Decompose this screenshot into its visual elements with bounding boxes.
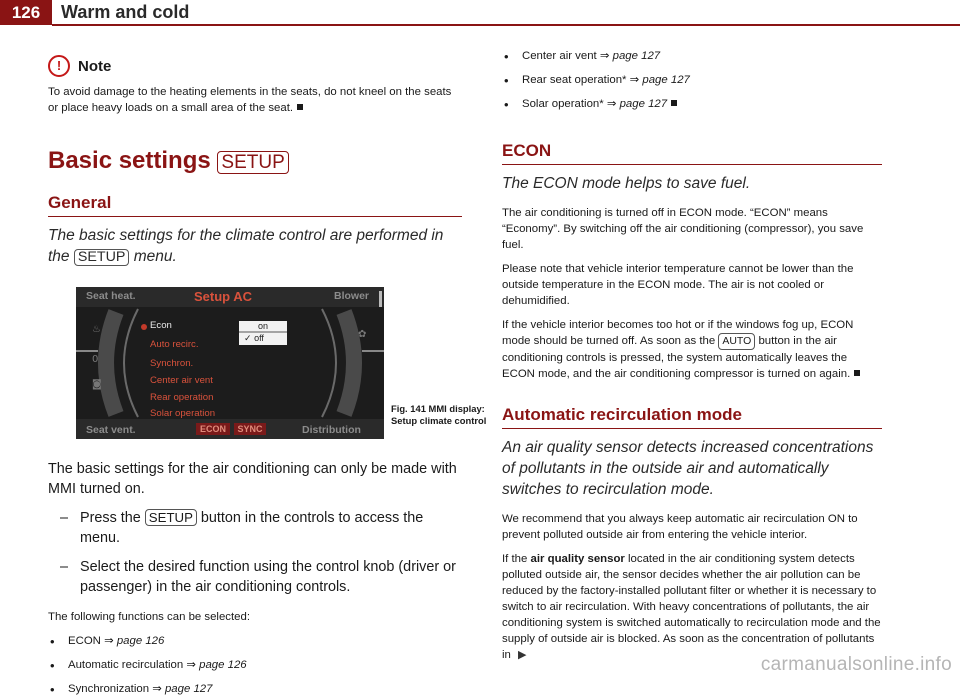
- menu-item-center-air-vent[interactable]: Center air vent: [150, 375, 213, 386]
- left-column: [48, 55, 487, 697]
- recirc-p2: [502, 551, 882, 663]
- page-ref-link[interactable]: page 127: [619, 98, 668, 110]
- list-item: [48, 658, 462, 673]
- list-item: [48, 682, 462, 697]
- page-ref-link[interactable]: page 127: [612, 50, 661, 62]
- econ-p3-text-b: button in the air conditioning controls is pressed, the system automatically leaves the ECON mode, and the air conditioning compressor is turned on again.: [502, 335, 851, 380]
- function-name: ECON: [68, 635, 101, 647]
- figure-141: [48, 287, 487, 445]
- basic-settings-heading: [48, 147, 462, 175]
- svg-text:◙: ◙: [92, 379, 102, 390]
- arrow-icon: ⇒: [104, 635, 114, 647]
- section-rule: [48, 216, 462, 217]
- setup-key: SETUP: [145, 509, 197, 526]
- blower-label: Blower: [334, 290, 370, 302]
- page-ref-link[interactable]: page 127: [164, 683, 213, 695]
- right-column: [502, 40, 882, 663]
- functions-list-a: [48, 634, 462, 697]
- distribution-label: Distribution: [302, 424, 361, 436]
- function-name: Center air vent: [522, 50, 597, 62]
- figure-caption: [391, 403, 511, 427]
- svg-text:✿: ✿: [358, 329, 367, 340]
- auto-key: AUTO: [718, 333, 755, 350]
- arrow-icon: ⇒: [186, 659, 196, 671]
- econ-p1: The air conditioning is turned off in ECON mode. “ECON” means “Economy”. By switching off the air conditioning (compressor), you save fuel.: [502, 207, 864, 251]
- end-mark: [854, 370, 860, 376]
- function-name: Synchronization: [68, 683, 150, 695]
- setup-key: SETUP: [217, 151, 288, 174]
- menu-item-synchron[interactable]: Synchron.: [150, 358, 194, 369]
- end-mark: [671, 100, 677, 106]
- recirc-intro: An air quality sensor detects increased concentrations of pollutants in the outside air and automatically switches to recirculation mode.: [502, 439, 874, 498]
- air-quality-sensor-term: air quality sensor: [530, 553, 625, 565]
- list-item: [502, 49, 882, 64]
- econ-heading: ECON: [502, 141, 552, 160]
- menu-item-econ[interactable]: Econ: [150, 320, 172, 331]
- svg-text:0: 0: [92, 354, 99, 365]
- mmi-display: [76, 287, 384, 439]
- checkmark-icon: ✓: [244, 333, 252, 343]
- continue-arrow-icon: ▶: [518, 649, 527, 661]
- page-ref-link[interactable]: page 127: [642, 74, 690, 86]
- figure-caption-text: MMI display: Setup climate control: [391, 403, 487, 426]
- section-rule: [502, 164, 882, 165]
- seat-vent-label: Seat vent.: [86, 424, 136, 436]
- step-1-text-a: Press the: [80, 510, 141, 526]
- watermark: carmanualsonline.info: [760, 654, 952, 675]
- function-name: Automatic recirculation: [68, 659, 184, 671]
- recirc-p1: We recommend that you always keep automatic air recirculation ON to prevent polluted outside air from entering the vehicle interior.: [502, 513, 858, 541]
- recirc-p2-text-a: If the: [502, 553, 528, 565]
- econ-p3-text-a: If the vehicle interior becomes too hot or if the windows fog up, ECON mode should be turned off. As soon as the: [502, 319, 854, 347]
- step-1: [48, 508, 462, 548]
- setup-ac-label: Setup AC: [194, 289, 253, 304]
- end-mark: [297, 104, 303, 110]
- note-heading: [48, 55, 462, 77]
- recirc-p2-text-b: located in the air conditioning system detects polluted outside air, the sensor decides whether the air pollution can be reduced by the factory-installed pollutant filter or whether it is necessary to switch to air recirculation. With heavy concentrations of pollutants, the air conditioning system is switched automatically to recirculation mode and the supply of outside air is blocked. As soon as the concentration of pollutants in: [502, 553, 881, 661]
- list-item: [502, 73, 882, 88]
- setup-key: SETUP: [74, 249, 130, 266]
- page-ref-link[interactable]: page 126: [199, 659, 247, 671]
- mmi-on-text: The basic settings for the air conditioning can only be made with MMI turned on.: [48, 461, 457, 497]
- arrow-icon: ⇒: [599, 50, 610, 62]
- exclamation-circle-icon: !: [48, 55, 70, 77]
- econ-p2: Please note that vehicle interior temperature cannot be lower than the outside temperature in the ECON mode. The air is not cooled or dehumidified.: [502, 263, 854, 307]
- seat-heat-label: Seat heat.: [86, 290, 136, 302]
- page-ref-link[interactable]: page 126: [116, 635, 165, 647]
- note-text: To avoid damage to the heating elements in the seats, do not kneel on the seats or place heavy loads on a small area of the seat.: [48, 86, 452, 114]
- intro-text-a: The basic settings for the climate control are performed in the: [48, 227, 444, 265]
- step-2: – Select the desired function using the control knob (driver or passenger) in the air conditioning controls.: [48, 557, 462, 597]
- functions-intro: The following functions can be selected:: [48, 611, 250, 623]
- list-item: [502, 97, 882, 112]
- econ-intro: The ECON mode helps to save fuel.: [502, 175, 751, 192]
- section-rule: [502, 428, 882, 429]
- general-heading: General: [48, 193, 112, 212]
- basic-settings-title: Basic settings: [48, 147, 211, 174]
- menu-item-auto-recirc[interactable]: Auto recirc.: [150, 339, 199, 350]
- econ-badge: ECON: [199, 424, 226, 434]
- option-off-label: off: [254, 333, 264, 343]
- menu-item-rear-operation[interactable]: Rear operation: [150, 392, 214, 403]
- option-off[interactable]: [244, 333, 264, 344]
- svg-text:♨: ♨: [92, 324, 101, 335]
- figure-label: Fig. 141: [391, 403, 426, 414]
- recirc-heading: Automatic recirculation mode: [502, 405, 742, 424]
- arrow-icon: ⇒: [606, 98, 617, 110]
- intro-text-b: menu.: [133, 248, 177, 265]
- econ-p3: [502, 317, 882, 382]
- general-intro: [48, 225, 462, 267]
- functions-list-b: [502, 49, 882, 112]
- function-name: Rear seat operation*: [522, 74, 627, 86]
- header-rule: [52, 24, 960, 26]
- note-label: Note: [78, 57, 112, 75]
- page-number: 126: [0, 0, 52, 25]
- option-on[interactable]: on: [257, 321, 268, 331]
- mmi-display-graphic: [76, 287, 384, 439]
- sync-badge: SYNC: [237, 424, 263, 434]
- arrow-icon: ⇒: [629, 74, 640, 86]
- function-name: Solar operation*: [522, 98, 604, 110]
- list-item: [48, 634, 462, 649]
- menu-item-solar-operation[interactable]: Solar operation: [150, 408, 216, 419]
- note-text-wrap: [48, 84, 462, 116]
- step-1-text-b: button in the controls to access the menu.: [80, 510, 424, 546]
- chapter-title: Warm and cold: [61, 2, 190, 22]
- arrow-icon: ⇒: [152, 683, 162, 695]
